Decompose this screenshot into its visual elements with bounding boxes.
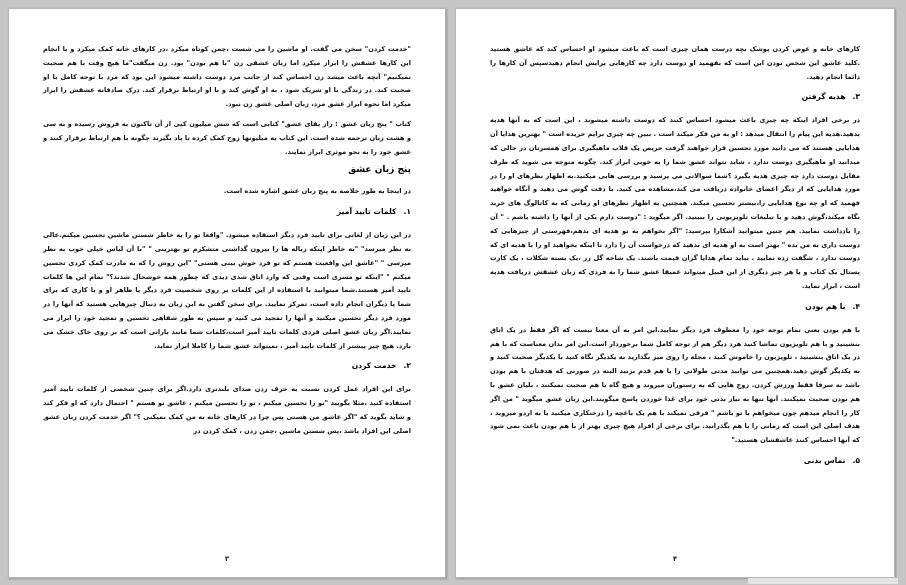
document-page-4	[455, 8, 895, 578]
horizontal-scrollbar[interactable]	[748, 578, 898, 584]
paragraph: با هم بودن یعنی تمام توجه خود را معطوف فرد دیگر نمایید.این امر به آن معنا نیست که اگر فقط در یک اتاق بنشینید و با هم تلویزیون تماشا کنید هرد دیگر هم از توجه کامل شما برخوردار است.این امر بدان معناست که با هم در یک اتاق بنشینید ، تلویزیون را خاموش کنید ، مجله را روی میز بگذارید به یکدیگر نگاه کنید با یکدیگر صحبت کنید و به یکدیگر گوش دهید.همچنین می توانید مدتی طولانی را با هم قدم بزنید البته در صورتی که هدفتان با هم بودن باشد نه سرفا فقط ورزش کردن. زوج هایی که به رستوران میروند و هیچ گاه با هم صحبت نمیکنند ، بلیان عشق با هم بودن صحبت نمیکنند. آنها تنها به نیاز بدنی خود برای غذا خوردن پاسخ میگویند.این زبان عشق میگوید " من اگر کار را انجام میدهم چون میخواهم با تو باشم " فرقی نمیکند با هم یک باغچه را درختکاری میکنید یا به اردو میروید ، هدف اصلی این است که زمانی را با هم بگذرانید. برای برخی از افراد هیچ چیزی بهتر از با هم بودن باعث نمی شود که آنها احساس کنند عاشقشان هستید."	[490, 325, 860, 445]
heading-number: ۱.	[403, 207, 411, 217]
heading-text: خدمت کردن	[351, 361, 397, 371]
heading-text: کلمات تایید آمیز	[336, 207, 397, 217]
paragraph: "خدمت کردن" سخن می گفت. او ماشین را می شست ،چمن کوتاه میکرد ،در کارهای خانه کمک میکرد و با انجام این کارها عشقش را ابراز میکرد اما زبان عشقی زن "با هم بودن" بود. زن میگفت"ما هیچ وقت با هم صحبت نمیکنیم" آنچه باعث میشد زن احساس کند از جانب مرد دوست داشته میشود این بود که مرد با توجه کامل با او صحبت کند. در زندگی با او شریک شود ، به او گوش کند و با او ارتباط برقرار کند. درک صادقانه عشقش را ابراز میکرد اما نحوه ابراز عشق مرد، زبان اصلی عشق زن نبود.	[43, 45, 411, 109]
page-content	[43, 43, 411, 551]
paragraph: کتاب " پنج زبان عشق : راز بقای عشق" کتابی است که شش میلیون کپی از آن تاکنون به فروش رسیده و به سی و هشت زبان ترجمه شده است. این کتاب به میلیونها زوج کمک کرده تا یاد بگیرند چگونه با هم ارتباط برقرار کنند و عشق خود را به نحو موثری ابراز نمایند.	[43, 119, 411, 156]
page-number: ۳	[224, 555, 230, 563]
page-content	[490, 43, 860, 551]
section-title: پنج زبان عشق	[348, 165, 411, 176]
paragraph: در این زبان از لغاتی برای تایید فرد دیگر استفاده میشود. "واقعا تو را به خاطر شستن ماشین تحسین میکنم.عالی به نظر میرسد" "به خاطر اینکه زباله ها را بیرون گذاشتی متشکرم تو بهترینی " "با آن لباس خیلی خوب به نظر میرسی " "عاشق این واقعیت هستم که تو فرد خوش بینی هستی" "این روش را که به مادرت کمک کردی تحسین میکنم " "اینکه تو مسری است وقتی که وارد اتاق شدی دیدی که چطور همه خوشحال شدند؟" تمام این ها کلمات تایید آمیز هستند.شما میتوانید با استفاده از این کلمات بر روی شخصیت فرد دیگر یا ظاهر او و یا کاری که برای شما یا دیگران انجام داده است، تمرکز نمایید. برای سخن گفتن به این زبان به دنبال چیزهایی هستید که آنها را در مورد فرد دیگر تحسین میکنید و آنها را تمجید می کنید و سپس به طور شفاهی تحسین و تمجید خود را ابراز می نمایید.اگر زبان عشق اصلی فردی کلمات تایید آمیز است،کلمات شما مانند بارانی است که بر روی خاک خشک می بارد. هیچ چیز بیشتر از کلمات تایید آمیز ، نمیتواند عشق شما را کاملا ابراز نماید.	[43, 231, 411, 350]
heading-receiving-gifts	[490, 90, 860, 104]
heading-number: ۴.	[852, 301, 860, 311]
intro-paragraph: در اینجا به طور خلاصه به پنج زبان عشق اشاره شده است.	[223, 187, 411, 196]
heading-number: ۳.	[852, 92, 860, 102]
heading-number: ۵.	[852, 455, 860, 465]
heading-acts-of-service	[43, 359, 411, 373]
heading-text: هدیه گرفتن	[801, 92, 846, 102]
paragraph: در برخی افراد اینکه چه چیزی باعث میشود احساس کنند که دوست داشته میشوند ، این است که به آنها هدیه بدهید.هدیه این پیام را انتقال میدهد : او به من فکر میکند است . ببین چه چیزی برایم خریده است " بهترین هدایا آن هدایایی هستند که می دانید مورد تحسین قرار خواهند گرفت حریص یک قلاب ماهیگیری برای همسرتان در حالی که میدانید او ماهیگیری دوست ندارد ، شاید نتواند عشق شما را به خوبی ابراز کند. چگونه متوجه می شوید که طرف مقابل دوست دارد چه چیزی هدیه بگیرد ؟شما سوالاتی می پرسید و بررسی هایی میکنید.به اظهار نظرهای او را در مورد هدایایی که از دیگر اعضای خانواده دریافت می کند،مشاهده می کنید. با دقت گوش می دهید و آنگاه خواهید فهمید که او چه نوع هدایایی را،بیشتر تحسین میکند. همچنین به اظهار نظرهای او زمانی که به کاتالوگ های خرید نگاه میکند،گوش دهید و یا تبلیغات تلویزیونی را ببینید. اگر میگوید : "دوست دارم یکی از آنها را داشته باشم . " آن را یادداشت نمایید. هم چنین میتوانید آشکارا بپرسید: "اگر بخواهم به تو هدیه ای بدهم،فهرستی از چیزهایی که دوست داری به من بده " بهتر است به او هدیه ای بدهید که درخواست آن را دارد تا اینکه بخواهید او را با هدیه ای که دوست ندارد ، شگفت زده نمایید . نباید تمام هدایا گران قیمت باشند. یک شاخه گل رز ،یک بسته شکلات ، یک کارت پستال یک کتاب و یا هر چیز دیگری از این قبیل میتواند عمیقا عشق شما را به فردی که زبان عشقش دریافت هدیه است ، ابراز نماید.	[490, 116, 860, 290]
document-page-3	[8, 8, 446, 578]
heading-text: با هم بودن	[805, 301, 846, 311]
page-number: ۴	[672, 555, 678, 563]
heading-quality-time	[490, 300, 860, 314]
paragraph: برای این افراد عمل کردن نسبت به حرف زدن صدای بلندتری دارد.اگر برای چنین شخصی از کلمات تایید آمیز استفاده کنید ،مثلا بگویید "تو را تحسین میکنم ، تو را تحسین میکنم ، عاشق تو هستم " احتمال دارد که او فکر کند و شاید بگوید که "اگر عاشق من هستی پس چرا در کارهای خانه به من کمک نمیکنی ؟" اگر خدمت کردن زبان عشق اصلی این افراد باشد ،پس شستن ماشین ،چمن زدن ، کمک کردن در	[43, 385, 411, 435]
heading-words-of-affirmation	[43, 205, 411, 219]
heading-text: تماس بدنی	[803, 455, 846, 465]
paragraph: کارهای خانه و عوض کردن پوشک بچه درست همان چیزی است که باعث میشود او احساس کند که عاشق هستید .کلید عاشق این شخص بودن این است که بفهمید او دوست دارد چه کارهایی برایش انجام دهیدسپس آن کارها را دائما انجام دهید.	[490, 45, 860, 81]
heading-number: ۲.	[403, 361, 411, 371]
heading-physical-touch	[490, 454, 860, 468]
